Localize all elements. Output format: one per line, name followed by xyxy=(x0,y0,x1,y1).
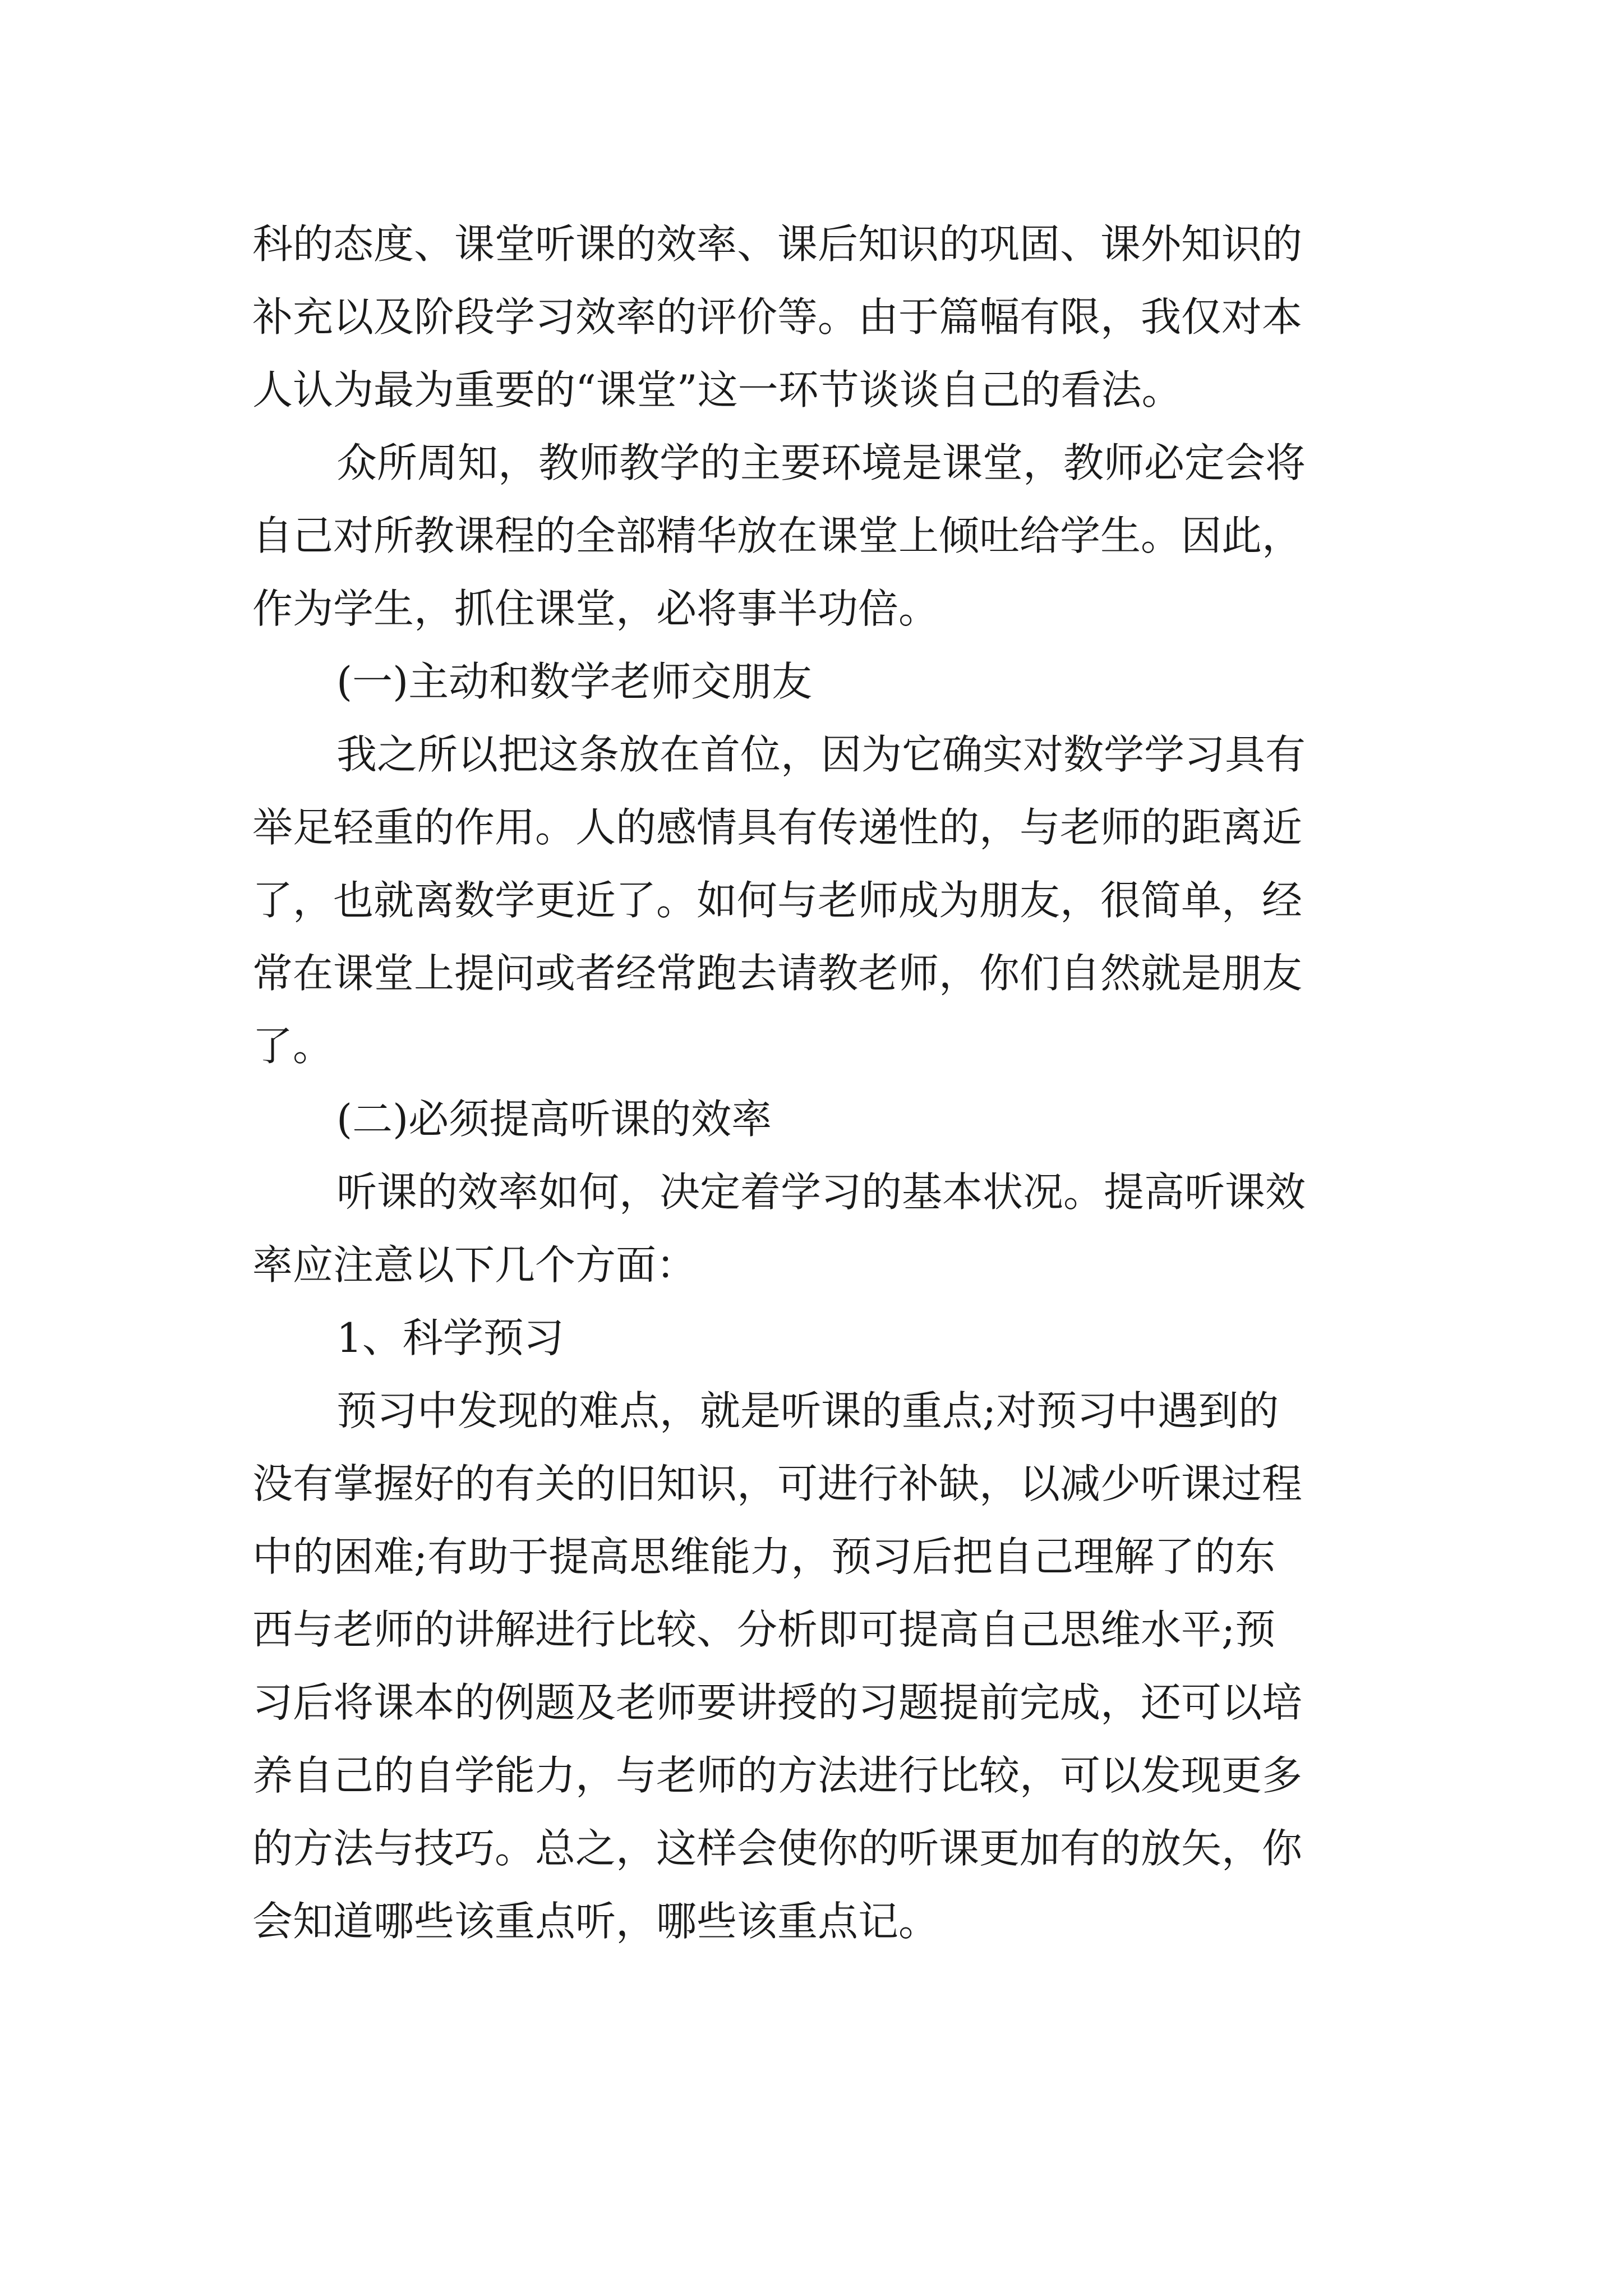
text-line: 没有掌握好的有关的旧知识，可进行补缺，以减少听课过程 xyxy=(252,1460,1303,1507)
text-line: 人认为最为重要的“课堂”这一环节谈谈自己的看法。 xyxy=(252,366,1182,413)
text-line: 常在课堂上提问或者经常跑去请教老师，你们自然就是朋友 xyxy=(252,950,1303,997)
text-line: 西与老师的讲解进行比较、分析即可提高自己思维水平;预 xyxy=(252,1606,1276,1653)
text-line: 的方法与技巧。总之，这样会使你的听课更加有的放矢，你 xyxy=(252,1825,1303,1872)
text-line: 养自己的自学能力，与老师的方法进行比较，可以发现更多 xyxy=(252,1752,1303,1799)
paragraph-start-line: 听课的效率如何，决定着学习的基本状况。提高听课效 xyxy=(336,1168,1306,1216)
paragraph-start-line: 我之所以把这条放在首位，因为它确实对数学学习具有 xyxy=(336,731,1306,778)
paragraph-start-line: 预习中发现的难点，就是听课的重点;对预习中遇到的 xyxy=(336,1387,1279,1434)
section-heading: (一)主动和数学老师交朋友 xyxy=(336,658,813,705)
document-page xyxy=(252,208,1374,1958)
text-line: 率应注意以下几个方面： xyxy=(252,1241,697,1289)
text-line: 习后将课本的例题及老师要讲授的习题提前完成，还可以培 xyxy=(252,1679,1303,1726)
text-line: 会知道哪些该重点听，哪些该重点记。 xyxy=(252,1898,939,1945)
paragraph-start-line: 众所周知，教师教学的主要环境是课堂，教师必定会将 xyxy=(336,439,1306,486)
section-heading: (二)必须提高听课的效率 xyxy=(336,1096,772,1143)
text-line: 自己对所教课程的全部精华放在课堂上倾吐给学生。因此， xyxy=(252,512,1303,559)
text-line: 了，也就离数学更近了。如何与老师成为朋友，很简单，经 xyxy=(252,877,1303,924)
text-line: 作为学生，抓住课堂，必将事半功倍。 xyxy=(252,585,939,632)
text-line: 了。 xyxy=(252,1023,334,1070)
text-line: 中的困难;有助于提高思维能力，预习后把自己理解了的东 xyxy=(252,1533,1276,1580)
text-line: 补充以及阶段学习效率的评价等。由于篇幅有限，我仅对本 xyxy=(252,293,1303,341)
text-line: 举足轻重的作用。人的感情具有传递性的，与老师的距离近 xyxy=(252,804,1303,851)
subsection-heading: 1、科学预习 xyxy=(336,1314,564,1361)
text-line: 科的态度、课堂听课的效率、课后知识的巩固、课外知识的 xyxy=(252,220,1303,268)
